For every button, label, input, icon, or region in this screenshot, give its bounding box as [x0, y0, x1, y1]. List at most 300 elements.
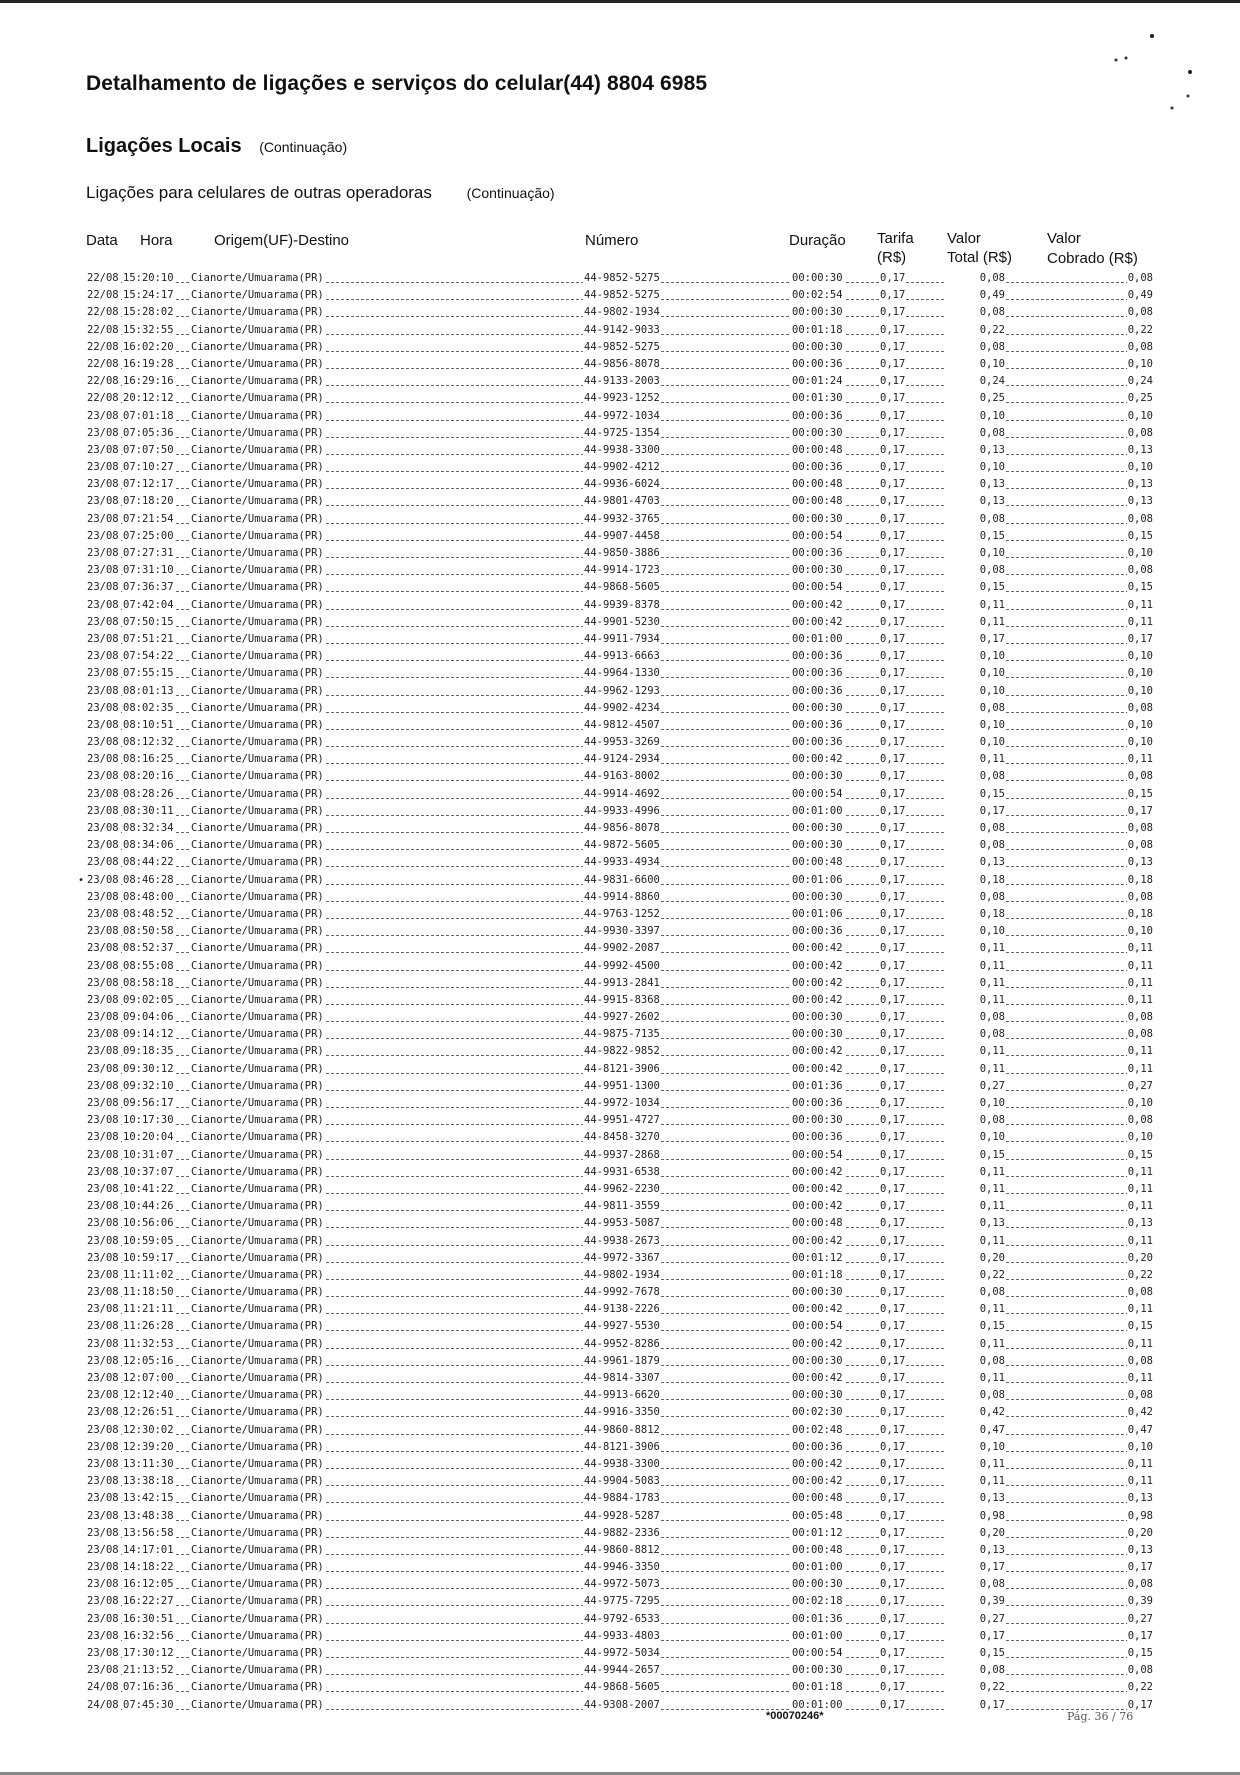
- cell-charged: 0,39: [1127, 1593, 1154, 1610]
- cell-total: 0,11: [944, 1164, 1006, 1181]
- cell-duration: 00:01:00: [791, 631, 844, 648]
- cell-total: 0,08: [944, 1662, 1006, 1679]
- cell-charged: 0,11: [1127, 1233, 1154, 1250]
- table-row: [86, 1215, 1154, 1232]
- table-row: [86, 751, 1154, 768]
- cell-charged: 0,08: [1127, 837, 1154, 854]
- cell-time: 10:44:26: [122, 1198, 175, 1215]
- cell-charged: 0,25: [1127, 390, 1154, 407]
- cell-date: 23/08: [86, 1387, 120, 1404]
- cell-charged: 0,10: [1127, 1439, 1154, 1456]
- cell-number: 44-9972-1034: [583, 1095, 661, 1112]
- cell-duration: 00:05:48: [791, 1508, 844, 1525]
- cell-origin: Cianorte/Umuarama(PR): [190, 751, 325, 768]
- cell-number: 44-9946-3350: [583, 1559, 661, 1576]
- table-row: [86, 339, 1154, 356]
- cell-rate: 0,17: [879, 562, 906, 579]
- cell-number: 44-9725-1354: [583, 425, 661, 442]
- cell-total: 0,08: [944, 1353, 1006, 1370]
- table-row: [86, 1164, 1154, 1181]
- table-row: [86, 1456, 1154, 1473]
- cell-duration: 00:01:36: [791, 1078, 844, 1095]
- cell-number: 44-9938-2673: [583, 1233, 661, 1250]
- cell-rate: 0,17: [879, 1439, 906, 1456]
- cell-number: 44-9882-2336: [583, 1525, 661, 1542]
- cell-charged: 0,13: [1127, 1542, 1154, 1559]
- cell-charged: 0,27: [1127, 1078, 1154, 1095]
- cell-origin: Cianorte/Umuarama(PR): [190, 1026, 325, 1043]
- cell-rate: 0,17: [879, 751, 906, 768]
- cell-origin: Cianorte/Umuarama(PR): [190, 528, 325, 545]
- cell-date: 23/08: [86, 1370, 120, 1387]
- cell-time: 08:55:08: [122, 958, 175, 975]
- cell-time: 08:28:26: [122, 786, 175, 803]
- table-row: [86, 631, 1154, 648]
- cell-number: 44-9802-1934: [583, 304, 661, 321]
- cell-total: 0,13: [944, 442, 1006, 459]
- cell-duration: 00:00:42: [791, 1370, 844, 1387]
- cell-total: 0,10: [944, 665, 1006, 682]
- cell-total: 0,98: [944, 1508, 1006, 1525]
- cell-rate: 0,17: [879, 1026, 906, 1043]
- cell-time: 09:02:05: [122, 992, 175, 1009]
- cell-number: 44-8121-3906: [583, 1061, 661, 1078]
- cell-time: 07:42:04: [122, 597, 175, 614]
- cell-time: 14:17:01: [122, 1542, 175, 1559]
- cell-date: 23/08: [86, 1628, 120, 1645]
- table-row: [86, 579, 1154, 596]
- table-row: [86, 1439, 1154, 1456]
- cell-total: 0,10: [944, 1095, 1006, 1112]
- cell-date: 23/08: [86, 562, 120, 579]
- cell-rate: 0,17: [879, 459, 906, 476]
- cell-duration: 00:02:54: [791, 287, 844, 304]
- cell-origin: Cianorte/Umuarama(PR): [190, 1147, 325, 1164]
- table-row: [86, 700, 1154, 717]
- cell-charged: 0,08: [1127, 768, 1154, 785]
- cell-date: 23/08: [86, 1250, 120, 1267]
- cell-rate: 0,17: [879, 1628, 906, 1645]
- cell-charged: 0,11: [1127, 1473, 1154, 1490]
- cell-origin: Cianorte/Umuarama(PR): [190, 425, 325, 442]
- cell-origin: Cianorte/Umuarama(PR): [190, 1078, 325, 1095]
- cell-number: 44-9923-1252: [583, 390, 661, 407]
- cell-number: 44-9915-8368: [583, 992, 661, 1009]
- cell-date: 23/08: [86, 1233, 120, 1250]
- cell-origin: Cianorte/Umuarama(PR): [190, 1404, 325, 1421]
- cell-charged: 0,08: [1127, 270, 1154, 287]
- cell-date: 23/08: [86, 511, 120, 528]
- cell-rate: 0,17: [879, 545, 906, 562]
- cell-time: 07:45:30: [122, 1697, 175, 1714]
- cell-origin: Cianorte/Umuarama(PR): [190, 1336, 325, 1353]
- cell-origin: Cianorte/Umuarama(PR): [190, 476, 325, 493]
- table-row: [86, 786, 1154, 803]
- table-row: [78, 872, 1154, 889]
- cell-rate: 0,17: [879, 1215, 906, 1232]
- cell-duration: 00:00:48: [791, 476, 844, 493]
- cell-total: 0,11: [944, 614, 1006, 631]
- cell-rate: 0,17: [879, 1353, 906, 1370]
- cell-number: 44-9927-5530: [583, 1318, 661, 1335]
- cell-date: 23/08: [86, 545, 120, 562]
- cell-charged: 0,10: [1127, 923, 1154, 940]
- cell-duration: 00:00:30: [791, 304, 844, 321]
- table-row: [86, 1387, 1154, 1404]
- cell-total: 0,10: [944, 1439, 1006, 1456]
- cell-date: 23/08: [86, 1353, 120, 1370]
- cell-origin: Cianorte/Umuarama(PR): [190, 906, 325, 923]
- cell-duration: 00:00:30: [791, 425, 844, 442]
- cell-total: 0,11: [944, 958, 1006, 975]
- cell-duration: 00:00:30: [791, 1009, 844, 1026]
- cell-total: 0,11: [944, 1043, 1006, 1060]
- table-row: [86, 734, 1154, 751]
- cell-charged: 0,13: [1127, 1215, 1154, 1232]
- cell-rate: 0,17: [879, 923, 906, 940]
- cell-charged: 0,13: [1127, 854, 1154, 871]
- cell-charged: 0,15: [1127, 1645, 1154, 1662]
- col-header-valor-total-line2: Total (R$): [947, 249, 1013, 266]
- cell-rate: 0,17: [879, 1508, 906, 1525]
- cell-origin: Cianorte/Umuarama(PR): [190, 1525, 325, 1542]
- cell-time: 20:12:12: [122, 390, 175, 407]
- cell-total: 0,39: [944, 1593, 1006, 1610]
- cell-duration: 00:00:30: [791, 339, 844, 356]
- table-row: [86, 1026, 1154, 1043]
- cell-date: 23/08: [86, 1542, 120, 1559]
- cell-time: 07:05:36: [122, 425, 175, 442]
- cell-rate: 0,17: [879, 786, 906, 803]
- cell-time: 12:12:40: [122, 1387, 175, 1404]
- cell-date: 23/08: [86, 408, 120, 425]
- table-row: [86, 1422, 1154, 1439]
- cell-number: 44-9992-4500: [583, 958, 661, 975]
- cell-total: 0,10: [944, 923, 1006, 940]
- cell-time: 16:12:05: [122, 1576, 175, 1593]
- cell-number: 44-9856-8078: [583, 820, 661, 837]
- cell-rate: 0,17: [879, 1009, 906, 1026]
- cell-origin: Cianorte/Umuarama(PR): [190, 700, 325, 717]
- cell-origin: Cianorte/Umuarama(PR): [190, 975, 325, 992]
- cell-origin: Cianorte/Umuarama(PR): [190, 511, 325, 528]
- cell-origin: Cianorte/Umuarama(PR): [190, 1679, 325, 1696]
- cell-rate: 0,17: [879, 614, 906, 631]
- cell-charged: 0,10: [1127, 734, 1154, 751]
- cell-number: 44-9868-5605: [583, 1679, 661, 1696]
- cell-total: 0,10: [944, 408, 1006, 425]
- cell-rate: 0,17: [879, 665, 906, 682]
- table-row: [86, 1628, 1154, 1645]
- cell-rate: 0,17: [879, 1404, 906, 1421]
- cell-duration: 00:01:24: [791, 373, 844, 390]
- cell-charged: 0,10: [1127, 1129, 1154, 1146]
- cell-rate: 0,17: [879, 940, 906, 957]
- col-header-tarifa: [877, 229, 914, 267]
- cell-time: 09:18:35: [122, 1043, 175, 1060]
- table-row: [86, 1301, 1154, 1318]
- cell-origin: Cianorte/Umuarama(PR): [190, 854, 325, 871]
- cell-number: 44-9138-2226: [583, 1301, 661, 1318]
- cell-date: 23/08: [86, 1611, 120, 1628]
- subsection-continuation: (Continuação): [466, 185, 555, 201]
- cell-date: 23/08: [86, 717, 120, 734]
- cell-total: 0,20: [944, 1525, 1006, 1542]
- cell-time: 16:22:27: [122, 1593, 175, 1610]
- cell-rate: 0,17: [879, 1593, 906, 1610]
- cell-duration: 00:00:54: [791, 579, 844, 596]
- cell-date: 22/08: [86, 356, 120, 373]
- cell-charged: 0,49: [1127, 287, 1154, 304]
- cell-date: 23/08: [86, 1576, 120, 1593]
- cell-origin: Cianorte/Umuarama(PR): [190, 339, 325, 356]
- cell-date: 23/08: [86, 1473, 120, 1490]
- cell-origin: Cianorte/Umuarama(PR): [190, 1559, 325, 1576]
- table-row: [86, 648, 1154, 665]
- table-row: [86, 373, 1154, 390]
- cell-origin: Cianorte/Umuarama(PR): [190, 1370, 325, 1387]
- cell-origin: Cianorte/Umuarama(PR): [190, 579, 325, 596]
- cell-total: 0,15: [944, 786, 1006, 803]
- cell-origin: Cianorte/Umuarama(PR): [190, 872, 325, 889]
- cell-date: 22/08: [86, 322, 120, 339]
- cell-number: 44-9763-1252: [583, 906, 661, 923]
- cell-time: 07:50:15: [122, 614, 175, 631]
- cell-total: 0,11: [944, 1181, 1006, 1198]
- cell-rate: 0,17: [879, 906, 906, 923]
- cell-date: 22/08: [86, 339, 120, 356]
- cell-time: 07:31:10: [122, 562, 175, 579]
- cell-total: 0,27: [944, 1078, 1006, 1095]
- cell-time: 11:26:28: [122, 1318, 175, 1335]
- cell-time: 16:32:56: [122, 1628, 175, 1645]
- cell-rate: 0,17: [879, 1043, 906, 1060]
- cell-date: 23/08: [86, 1267, 120, 1284]
- cell-rate: 0,17: [879, 390, 906, 407]
- cell-number: 44-9933-4934: [583, 854, 661, 871]
- table-row: [86, 975, 1154, 992]
- cell-number: 44-9951-4727: [583, 1112, 661, 1129]
- cell-duration: 00:01:18: [791, 1267, 844, 1284]
- col-header-valor-cobrado-line1: Valor: [1047, 230, 1081, 247]
- cell-number: 44-9852-5275: [583, 339, 661, 356]
- cell-origin: Cianorte/Umuarama(PR): [190, 803, 325, 820]
- cell-origin: Cianorte/Umuarama(PR): [190, 1043, 325, 1060]
- cell-charged: 0,08: [1127, 511, 1154, 528]
- cell-charged: 0,15: [1127, 1147, 1154, 1164]
- page-title: Detalhamento de ligações e serviços do celular(44) 8804 6985: [86, 72, 708, 95]
- cell-charged: 0,10: [1127, 408, 1154, 425]
- cell-number: 44-9932-3765: [583, 511, 661, 528]
- cell-time: 11:11:02: [122, 1267, 175, 1284]
- table-row: [86, 562, 1154, 579]
- cell-charged: 0,17: [1127, 631, 1154, 648]
- cell-total: 0,25: [944, 390, 1006, 407]
- cell-total: 0,08: [944, 1576, 1006, 1593]
- table-row: [86, 820, 1154, 837]
- cell-date: 23/08: [86, 837, 120, 854]
- table-row: [86, 1267, 1154, 1284]
- cell-total: 0,11: [944, 1456, 1006, 1473]
- cell-date: 23/08: [86, 1147, 120, 1164]
- cell-date: 23/08: [86, 1559, 120, 1576]
- cell-rate: 0,17: [879, 854, 906, 871]
- cell-number: 44-9936-6024: [583, 476, 661, 493]
- cell-duration: 00:00:54: [791, 528, 844, 545]
- cell-date: 23/08: [86, 665, 120, 682]
- cell-date: 23/08: [86, 1662, 120, 1679]
- cell-time: 10:59:05: [122, 1233, 175, 1250]
- cell-number: 44-9933-4996: [583, 803, 661, 820]
- cell-number: 44-9811-3559: [583, 1198, 661, 1215]
- cell-number: 44-9953-5087: [583, 1215, 661, 1232]
- cell-charged: 0,18: [1127, 906, 1154, 923]
- cell-origin: Cianorte/Umuarama(PR): [190, 1301, 325, 1318]
- cell-total: 0,20: [944, 1250, 1006, 1267]
- table-row: [86, 1233, 1154, 1250]
- cell-total: 0,17: [944, 1559, 1006, 1576]
- cell-time: 08:12:32: [122, 734, 175, 751]
- cell-rate: 0,17: [879, 511, 906, 528]
- table-row: [86, 1525, 1154, 1542]
- cell-number: 44-9914-1723: [583, 562, 661, 579]
- cell-number: 44-9801-4703: [583, 493, 661, 510]
- cell-total: 0,13: [944, 1542, 1006, 1559]
- cell-total: 0,08: [944, 562, 1006, 579]
- cell-charged: 0,15: [1127, 579, 1154, 596]
- cell-origin: Cianorte/Umuarama(PR): [190, 1095, 325, 1112]
- cell-origin: Cianorte/Umuarama(PR): [190, 597, 325, 614]
- cell-duration: 00:00:30: [791, 270, 844, 287]
- cell-total: 0,15: [944, 528, 1006, 545]
- cell-rate: 0,17: [879, 1233, 906, 1250]
- cell-charged: 0,10: [1127, 648, 1154, 665]
- col-header-tarifa-line1: Tarifa: [877, 230, 914, 247]
- cell-charged: 0,10: [1127, 459, 1154, 476]
- cell-rate: 0,17: [879, 579, 906, 596]
- cell-charged: 0,13: [1127, 1490, 1154, 1507]
- cell-number: 44-9142-9033: [583, 322, 661, 339]
- cell-charged: 0,10: [1127, 683, 1154, 700]
- cell-time: 08:02:35: [122, 700, 175, 717]
- cell-total: 0,10: [944, 648, 1006, 665]
- cell-charged: 0,10: [1127, 1095, 1154, 1112]
- cell-origin: Cianorte/Umuarama(PR): [190, 1490, 325, 1507]
- cell-duration: 00:00:36: [791, 408, 844, 425]
- cell-duration: 00:00:48: [791, 1490, 844, 1507]
- cell-rate: 0,17: [879, 717, 906, 734]
- cell-date: 23/08: [86, 1336, 120, 1353]
- cell-total: 0,08: [944, 1284, 1006, 1301]
- cell-rate: 0,17: [879, 837, 906, 854]
- cell-charged: 0,11: [1127, 751, 1154, 768]
- cell-date: 23/08: [86, 683, 120, 700]
- col-header-duracao: Duração: [789, 232, 846, 249]
- cell-charged: 0,08: [1127, 1112, 1154, 1129]
- cell-number: 44-9775-7295: [583, 1593, 661, 1610]
- cell-duration: 00:00:42: [791, 1456, 844, 1473]
- cell-number: 44-9875-7135: [583, 1026, 661, 1043]
- cell-date: 22/08: [86, 270, 120, 287]
- cell-number: 44-9902-4234: [583, 700, 661, 717]
- cell-number: 44-9927-2602: [583, 1009, 661, 1026]
- cell-total: 0,08: [944, 304, 1006, 321]
- cell-duration: 00:00:42: [791, 992, 844, 1009]
- page-number: Pág. 36 / 76: [1067, 1710, 1134, 1723]
- section-title: Ligações Locais: [86, 135, 242, 157]
- cell-origin: Cianorte/Umuarama(PR): [190, 1611, 325, 1628]
- col-header-numero: Número: [585, 232, 639, 249]
- cell-duration: 00:01:18: [791, 322, 844, 339]
- cell-total: 0,17: [944, 1697, 1006, 1714]
- cell-duration: 00:01:00: [791, 1628, 844, 1645]
- cell-charged: 0,11: [1127, 1198, 1154, 1215]
- cell-duration: 00:01:18: [791, 1679, 844, 1696]
- cell-number: 44-9884-1783: [583, 1490, 661, 1507]
- table-row: [86, 425, 1154, 442]
- table-row: [86, 1370, 1154, 1387]
- cell-date: 24/08: [86, 1679, 120, 1696]
- cell-charged: 0,11: [1127, 958, 1154, 975]
- cell-charged: 0,08: [1127, 339, 1154, 356]
- cell-total: 0,11: [944, 1061, 1006, 1078]
- table-row: [86, 1404, 1154, 1421]
- cell-total: 0,15: [944, 579, 1006, 596]
- cell-charged: 0,42: [1127, 1404, 1154, 1421]
- cell-total: 0,11: [944, 1198, 1006, 1215]
- cell-total: 0,47: [944, 1422, 1006, 1439]
- cell-origin: Cianorte/Umuarama(PR): [190, 459, 325, 476]
- cell-origin: Cianorte/Umuarama(PR): [190, 1267, 325, 1284]
- cell-duration: 00:00:36: [791, 545, 844, 562]
- cell-number: 44-9852-5275: [583, 270, 661, 287]
- row-mark: •: [78, 874, 85, 886]
- col-header-valor-total: [947, 229, 1012, 267]
- cell-date: 23/08: [86, 476, 120, 493]
- cell-time: 09:30:12: [122, 1061, 175, 1078]
- table-row: [86, 1318, 1154, 1335]
- table-row: [86, 1353, 1154, 1370]
- cell-rate: 0,17: [879, 872, 906, 889]
- table-row: [86, 854, 1154, 871]
- cell-time: 08:48:52: [122, 906, 175, 923]
- cell-origin: Cianorte/Umuarama(PR): [190, 304, 325, 321]
- cell-total: 0,22: [944, 322, 1006, 339]
- cell-total: 0,13: [944, 1215, 1006, 1232]
- cell-charged: 0,11: [1127, 975, 1154, 992]
- cell-total: 0,10: [944, 717, 1006, 734]
- cell-rate: 0,17: [879, 1611, 906, 1628]
- cell-charged: 0,20: [1127, 1525, 1154, 1542]
- cell-charged: 0,20: [1127, 1250, 1154, 1267]
- cell-time: 10:41:22: [122, 1181, 175, 1198]
- cell-duration: 00:02:18: [791, 1593, 844, 1610]
- table-row: [86, 459, 1154, 476]
- cell-time: 08:16:25: [122, 751, 175, 768]
- cell-number: 44-9962-1293: [583, 683, 661, 700]
- cell-time: 07:36:37: [122, 579, 175, 596]
- cell-number: 44-9939-8378: [583, 597, 661, 614]
- cell-total: 0,08: [944, 339, 1006, 356]
- cell-total: 0,13: [944, 476, 1006, 493]
- cell-total: 0,11: [944, 1336, 1006, 1353]
- table-row: [86, 1112, 1154, 1129]
- table-row: [86, 528, 1154, 545]
- cell-time: 14:18:22: [122, 1559, 175, 1576]
- cell-origin: Cianorte/Umuarama(PR): [190, 837, 325, 854]
- cell-date: 22/08: [86, 373, 120, 390]
- table-row: [86, 1645, 1154, 1662]
